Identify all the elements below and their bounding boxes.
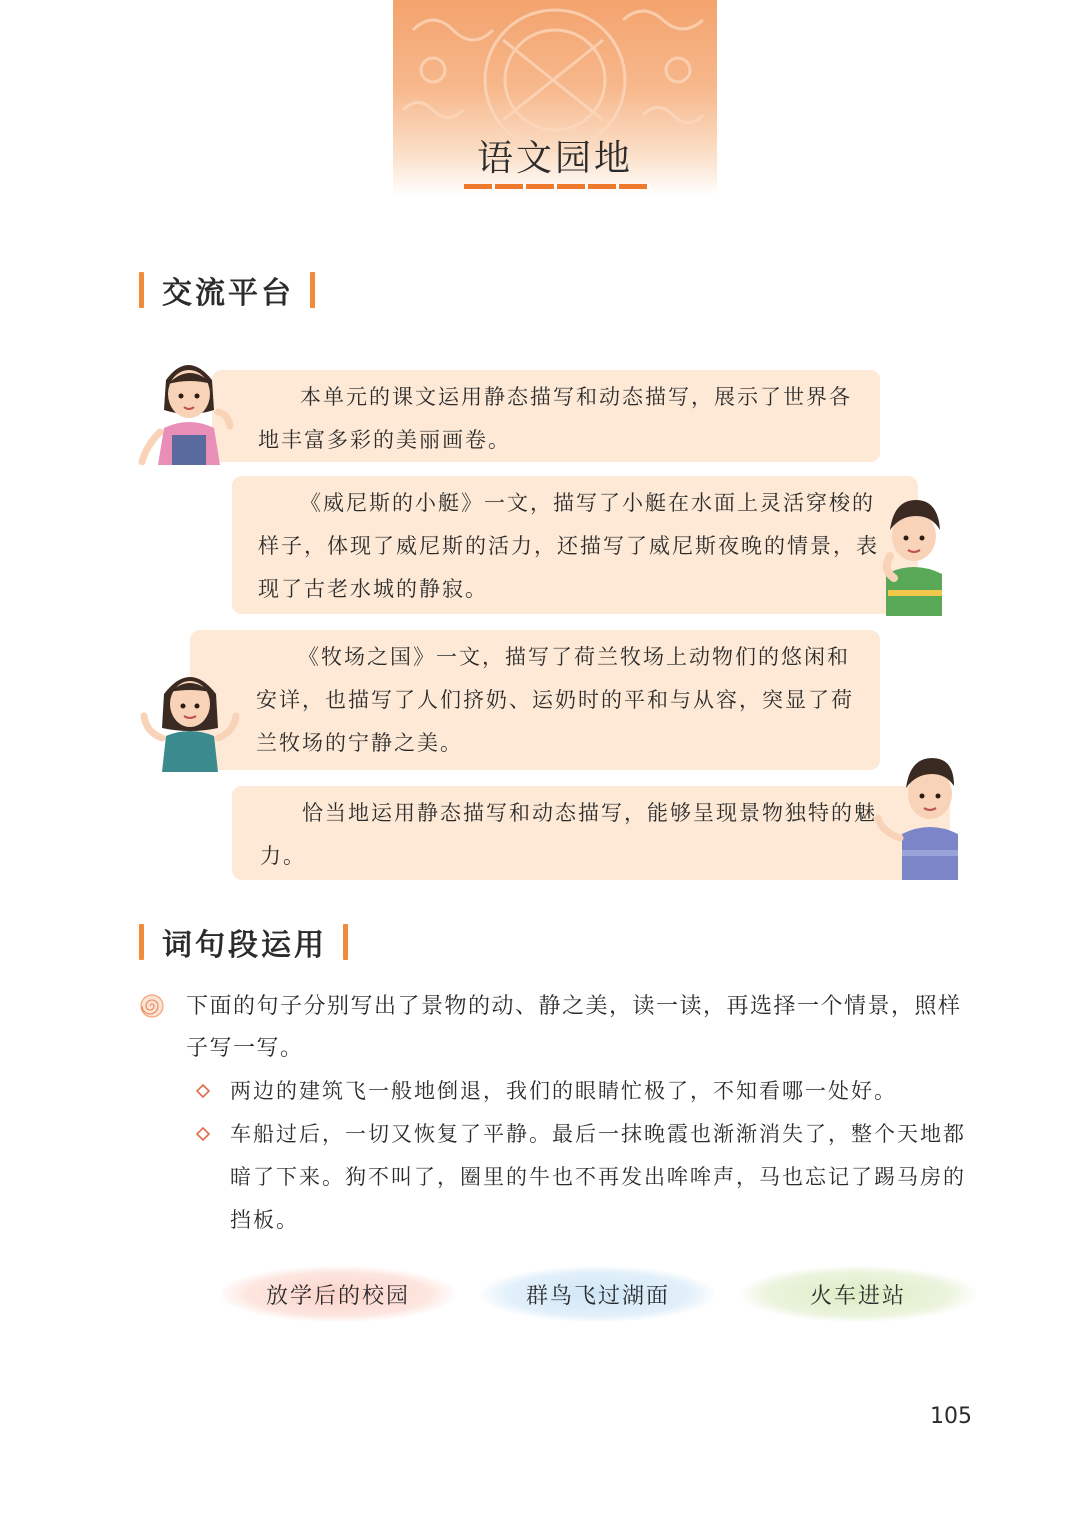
bubble-text: 本单元的课文运用静态描写和动态描写，展示了世界各地丰富多彩的美丽画卷。 (258, 385, 852, 452)
bubble-text: 《威尼斯的小艇》一文，描写了小艇在水面上灵活穿梭的样子，体现了威尼斯的活力，还描写了威尼斯夜晚的情景，表现了古老水城的静寂。 (258, 491, 879, 601)
speech-bubble-4 (232, 786, 950, 880)
girl-avatar-icon (138, 350, 238, 465)
speech-bubble-3 (190, 630, 880, 770)
boy-avatar-icon-2 (870, 754, 974, 880)
example-sentence-2 (196, 1113, 976, 1242)
page-title: 语文园地 (476, 138, 633, 179)
section-heading-words (139, 922, 348, 962)
heading-bar-left (139, 272, 144, 308)
bubble-text: 恰当地运用静态描写和动态描写，能够呈现景物独特的魅力。 (260, 801, 877, 868)
exercise-instruction: 下面的句子分别写出了景物的动、静之美，读一读，再选择一个情景，照样子写一写。 (186, 994, 962, 1061)
example-sentence-1 (196, 1070, 976, 1113)
scene-option-3: 火车进站 (740, 1266, 976, 1322)
sentence-text: 两边的建筑飞一般地倒退，我们的眼睛忙极了，不知看哪一处好。 (230, 1079, 897, 1103)
speech-bubble-1 (212, 370, 880, 462)
scene-option-1: 放学后的校园 (220, 1266, 456, 1322)
spiral-icon (140, 994, 164, 1018)
heading-bar-left (139, 924, 144, 960)
sentence-text: 车船过后，一切又恢复了平静。最后一抹晚霞也渐渐消失了，整个天地都暗了下来。狗不叫了，圈里的牛也不再发出哞哞声，马也忘记了踢马房的挡板。 (230, 1122, 966, 1232)
girl-avatar-icon-2 (138, 660, 242, 772)
scene-option-2: 群鸟飞过湖面 (480, 1266, 716, 1322)
speech-bubble-2 (232, 476, 918, 614)
heading-bar-right (310, 272, 315, 308)
diamond-bullet-icon (196, 1084, 210, 1098)
heading-bar-right (343, 924, 348, 960)
boy-avatar-icon (872, 494, 952, 616)
section-title: 词句段运用 (162, 928, 327, 963)
diamond-bullet-icon (196, 1127, 210, 1141)
title-underline (464, 184, 650, 189)
bubble-text: 《牧场之国》一文，描写了荷兰牧场上动物们的悠闲和安详，也描写了人们挤奶、运奶时的平和与从容，突显了荷兰牧场的宁静之美。 (256, 645, 854, 755)
page-number: 105 (930, 1404, 972, 1429)
section-title: 交流平台 (162, 276, 294, 311)
section-heading-exchange (139, 270, 315, 310)
